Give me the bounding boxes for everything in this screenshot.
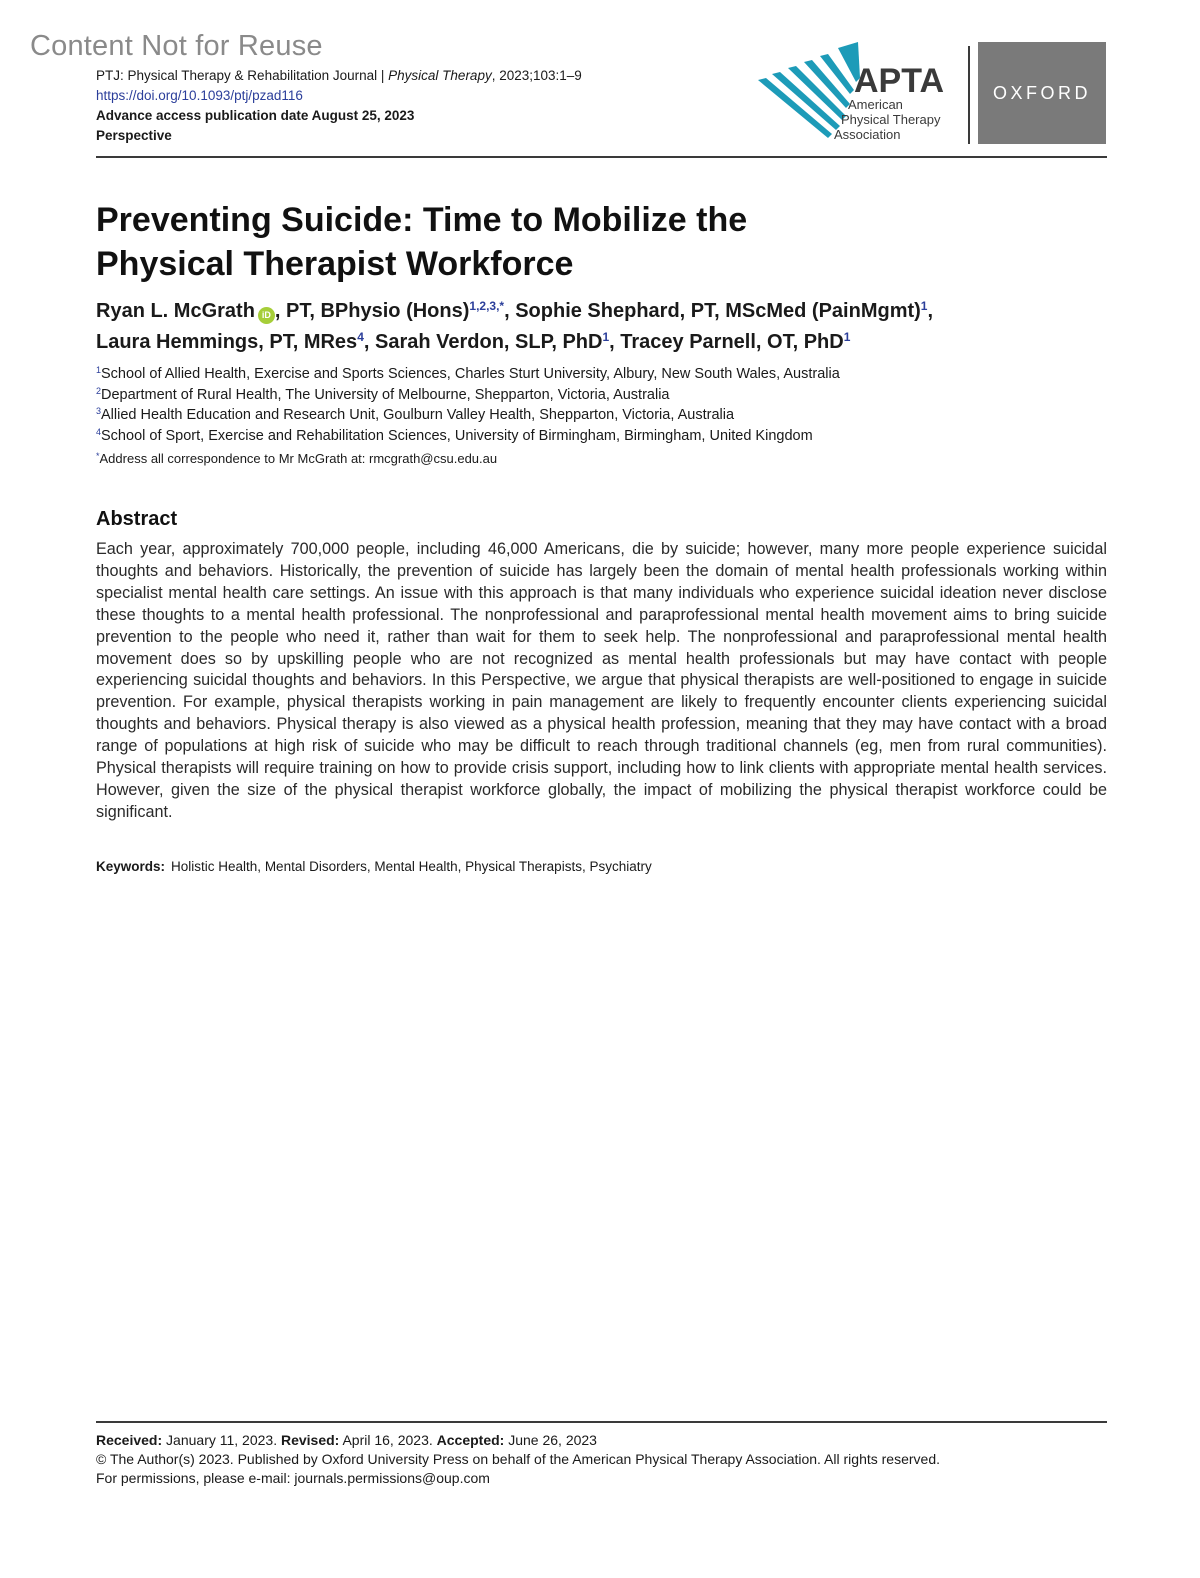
journal-volume: , 2023;103:1–9 — [491, 68, 582, 83]
apta-line-1: American — [848, 97, 903, 112]
keywords-text: Holistic Health, Mental Disorders, Mental Health, Physical Therapists, Psychiatry — [171, 859, 652, 874]
author-line-2 — [96, 327, 1107, 358]
revised-date: April 16, 2023. — [339, 1432, 437, 1448]
copyright-notice: © The Author(s) 2023. Published by Oxford University Press on behalf of the American Physical Therapy Association. All rights reserved. — [96, 1451, 940, 1467]
affiliation-text: School of Allied Health, Exercise and Sports Sciences, Charles Sturt University, Albury, New South Wales, Australia — [101, 366, 840, 382]
abstract-heading: Abstract — [96, 508, 178, 530]
accepted-date: June 26, 2023 — [504, 1432, 597, 1448]
affiliation-item — [96, 405, 1107, 426]
author-shephard: , Sophie Shephard, PT, MScMed (PainMgmt) — [504, 300, 921, 322]
author-list — [96, 296, 1107, 358]
history-dates — [96, 1431, 1107, 1450]
apta-wordmark: APTA — [854, 62, 945, 100]
abstract-body: Each year, approximately 700,000 people, including 46,000 Americans, die by suicide; however, many more people experience suicidal thoughts and behaviors. Historically, the prevention of suicide has largely been the domain of mental health professionals working within specialist mental health care settings. An issue with this approach is that many individuals who experience suicidal ideation never disclose these thoughts to a mental health professional. The nonprofessional and paraprofessional mental health movement aims to bring suicide prevention to the people who need it, rather than wait for them to seek help. The nonprofessional and paraprofessional mental health movement does so by upskilling people who are not recognized as mental health professionals but may have contact with people experiencing suicidal thoughts and behaviors. In this Perspective, we argue that physical therapists are well-positioned to engage in suicide prevention. For example, physical therapists working in pain management are likely to frequently encounter clients experiencing suicidal thoughts and behaviors. Physical therapy is also viewed as a physical health profession, meaning that they may have contact with a broad range of populations at high risk of suicide who may be difficult to reach through traditional channels (eg, men from rural communities). Physical therapists will require training on how to provide crisis support, including how to link clients with appropriate mental health services. However, given the size of the physical therapist workforce globally, the impact of mobilizing the physical therapist workforce could be significant. — [96, 540, 1107, 821]
apta-line-2: Physical Therapy — [841, 112, 941, 127]
apta-line-3: Association — [834, 127, 901, 142]
title-line-2: Physical Therapist Workforce — [96, 245, 574, 283]
author-mcgrath-credentials: , PT, BPhysio (Hons) — [274, 300, 470, 322]
affiliation-text: Department of Rural Health, The University of Melbourne, Shepparton, Victoria, Australia — [101, 386, 670, 403]
affiliation-list — [96, 364, 1107, 446]
revised-label: Revised: — [280, 1432, 340, 1448]
title-line-1: Preventing Suicide: Time to Mobilize the — [96, 201, 748, 239]
logo-divider — [968, 46, 970, 144]
orcid-icon[interactable]: iD — [258, 307, 275, 324]
affiliation-item — [96, 364, 1107, 385]
author-verdon: , Sarah Verdon, SLP, PhD — [363, 331, 603, 353]
author-mcgrath-affil-ref[interactable]: 1,2,3,* — [469, 299, 505, 313]
journal-citation-line — [96, 66, 716, 86]
article-title — [96, 198, 996, 286]
correspondence-note — [96, 450, 1107, 468]
author-hemmings: Laura Hemmings, PT, MRes — [96, 331, 358, 353]
footer-rule — [96, 1421, 1107, 1423]
journal-header — [96, 66, 716, 146]
correspondence-marker: * — [96, 451, 100, 461]
keywords-label: Keywords: — [96, 859, 166, 874]
received-label: Received: — [96, 1432, 163, 1448]
affiliation-text: Allied Health Education and Research Unit, Goulburn Valley Health, Shepparton, Victoria, Australia — [101, 407, 735, 423]
keywords-line — [96, 857, 1107, 877]
author-shephard-affil-ref[interactable]: 1 — [920, 299, 928, 313]
affiliation-item — [96, 385, 1107, 406]
affiliation-number: 1 — [96, 365, 102, 375]
doi-link[interactable]: https://doi.org/10.1093/ptj/pzad116 — [96, 88, 303, 103]
affiliation-number: 3 — [96, 406, 102, 416]
author-verdon-affil-ref[interactable]: 1 — [602, 330, 610, 344]
received-date: January 11, 2023. — [162, 1432, 281, 1448]
author-line-1: Ryan L. McGrath iD , PT, BPhysio (Hons)$^{1,2,3,*}$, Sophie Shephard, PT, MScMed (PainMgmt)$^1$, — [96, 299, 934, 322]
article-type: Perspective — [96, 128, 172, 143]
author-hemmings-affil-ref[interactable]: 4 — [357, 330, 364, 344]
correspondence-text: Address all correspondence to Mr McGrath at: rmcgrath@csu.edu.au — [99, 451, 498, 466]
advance-access-date: Advance access publication date August 25, 2023 — [96, 108, 415, 123]
journal-name: PTJ: Physical Therapy & Rehabilitation Journal | — [96, 68, 389, 83]
accepted-label: Accepted: — [436, 1432, 505, 1448]
author-parnell: , Tracey Parnell, OT, PhD — [609, 331, 844, 353]
affiliation-number: 4 — [96, 426, 102, 437]
affiliation-number: 2 — [96, 385, 102, 396]
permissions-notice: For permissions, please e-mail: journals.permissions@oup.com — [96, 1470, 490, 1486]
author-mcgrath-name: Ryan L. McGrath — [96, 300, 255, 322]
apta-logo — [758, 42, 968, 144]
affiliation-item — [96, 426, 1107, 447]
article-footer — [96, 1431, 1107, 1488]
journal-title-italic: Physical Therapy — [388, 68, 492, 83]
header-rule — [96, 156, 1107, 158]
affiliation-text: School of Sport, Exercise and Rehabilitation Sciences, University of Birmingham, Birmingham, United Kingdom — [101, 427, 813, 444]
oxford-logo: OXFORD — [978, 42, 1106, 144]
author-parnell-affil-ref[interactable]: 1 — [843, 330, 851, 344]
watermark-text: Content Not for Reuse — [30, 30, 323, 62]
